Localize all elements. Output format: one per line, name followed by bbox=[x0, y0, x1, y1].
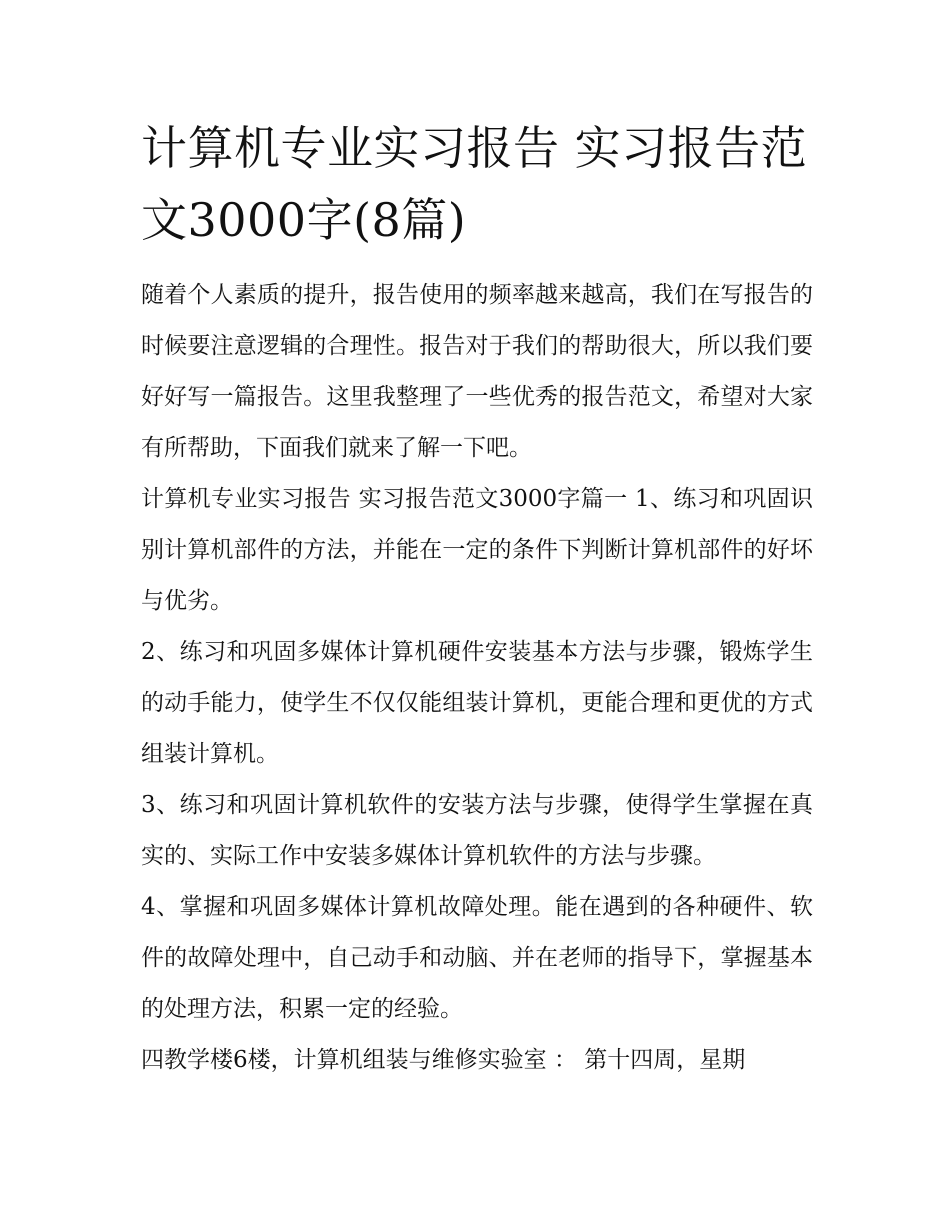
paragraph-item-3: 3、练习和巩固计算机软件的安装方法与步骤，使得学生掌握在真实的、实际工作中安装多媒体计算机软件的方法与步骤。 bbox=[141, 792, 813, 869]
paragraph-item-4: 4、掌握和巩固多媒体计算机故障处理。能在遇到的各种硬件、软件的故障处理中，自己动手和动脑、并在老师的指导下，掌握基本的处理方法，积累一定的经验。 bbox=[141, 894, 813, 1022]
paragraph-section-one: 计算机专业实习报告 实习报告范文3000字篇一 1、练习和巩固识别计算机部件的方法，并能在一定的条件下判断计算机部件的好坏与优劣。 bbox=[141, 486, 813, 614]
document-content bbox=[141, 112, 813, 1086]
paragraph-item-2: 2、练习和巩固多媒体计算机硬件安装基本方法与步骤，锻炼学生的动手能力，使学生不仅仅能组装计算机，更能合理和更优的方式组装计算机。 bbox=[141, 639, 813, 767]
paragraph-intro: 随着个人素质的提升，报告使用的频率越来越高，我们在写报告的时候要注意逻辑的合理性。报告对于我们的帮助很大，所以我们要好好写一篇报告。这里我整理了一些优秀的报告范文，希望对大家有所帮助，下面我们就来了解一下吧。 bbox=[141, 282, 813, 461]
document-title: 计算机专业实习报告 实习报告范文3000字(8篇) bbox=[141, 121, 808, 247]
paragraph-location: 四教学楼6楼，计算机组装与维修实验室 ： 第十四周，星期 bbox=[141, 1047, 746, 1073]
